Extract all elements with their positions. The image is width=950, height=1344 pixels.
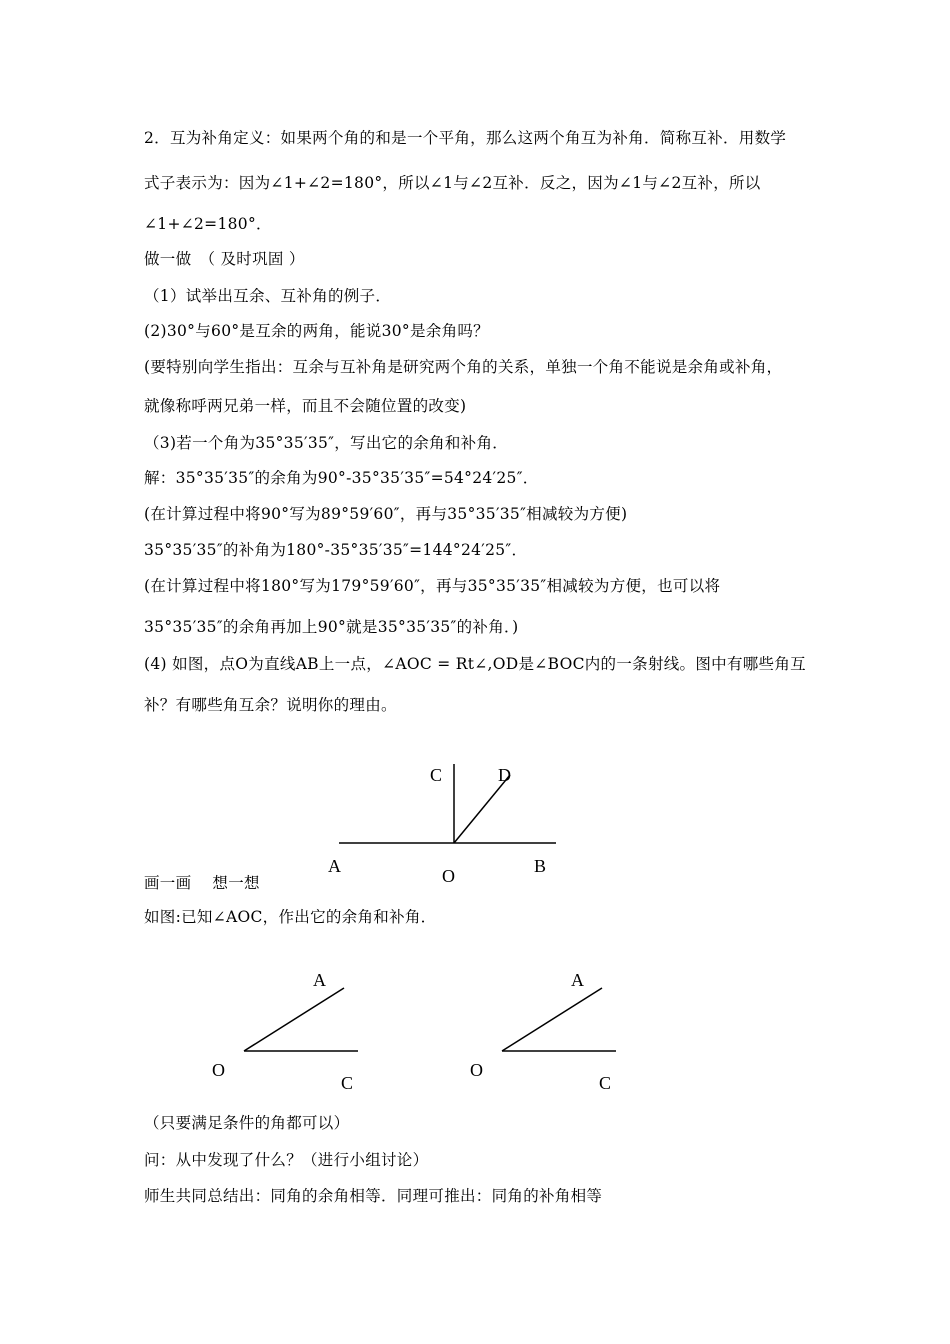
definition-line-2: 式子表示为：因为∠1+∠2=180°，所以∠1与∠2互补．反之，因为∠1与∠2互补，所以 — [144, 174, 761, 192]
label-C: C — [341, 1073, 354, 1093]
solution-complement: 解：35°35′35″的余角为90°-35°35′35″=54°24′25″． — [144, 469, 539, 487]
figure-angle-AOC-left — [244, 988, 358, 1051]
label-A: A — [571, 970, 584, 990]
question-line: 问：从中发现了什么？（进行小组讨论） — [144, 1151, 429, 1169]
label-C: C — [599, 1073, 612, 1093]
section-heading-draw: 画一画 想一想 — [144, 874, 260, 892]
ray-OA-left — [244, 988, 344, 1051]
exercise-4-line-1: (4) 如图，点O为直线AB上一点，∠AOC = Rt∠,OD是∠BOC内的一条射线。图中有哪些角互 — [144, 655, 806, 673]
conclusion-line: 师生共同总结出：同角的余角相等．同理可推出：同角的补角相等 — [144, 1187, 603, 1205]
label-O: O — [470, 1060, 483, 1080]
definition-line-3: ∠1+∠2=180°． — [144, 215, 272, 233]
exercise-4-line-2: 补？有哪些角互余？说明你的理由。 — [144, 696, 397, 714]
label-D: D — [498, 765, 511, 785]
section-heading-practice: 做一做 （ 及时巩固 ） — [144, 250, 305, 268]
exercise-2: (2)30°与60°是互余的两角，能说30°是余角吗？ — [144, 322, 489, 340]
note-complement: (在计算过程中将90°写为89°59′60″，再与35°35′35″相减较为方便) — [144, 505, 628, 523]
note-supplement-line-2: 35°35′35″的余角再加上90°就是35°35′35″的补角．) — [144, 618, 519, 636]
exercise-1: （1）试举出互余、互补角的例子． — [144, 287, 392, 305]
label-O: O — [442, 866, 455, 886]
teacher-note-line-2: 就像称呼两兄弟一样，而且不会随位置的改变) — [144, 397, 467, 415]
figure-straight-line-angles — [339, 764, 556, 843]
label-A: A — [313, 970, 326, 990]
definition-line-1: 2．互为补角定义：如果两个角的和是一个平角，那么这两个角互为补角．简称互补．用数学 — [144, 129, 787, 147]
solution-supplement: 35°35′35″的补角为180°-35°35′35″=144°24′25″． — [144, 541, 528, 559]
condition-note: （只要满足条件的角都可以） — [144, 1114, 350, 1132]
label-O: O — [212, 1060, 225, 1080]
draw-instruction: 如图:已知∠AOC，作出它的余角和补角． — [144, 908, 437, 926]
label-C: C — [430, 765, 443, 785]
exercise-3: （3)若一个角为35°35′35″，写出它的余角和补角． — [144, 434, 509, 452]
ray-OA-right — [502, 988, 602, 1051]
label-A: A — [328, 856, 341, 876]
figure-angle-AOC-right — [502, 988, 616, 1051]
label-B: B — [534, 856, 547, 876]
note-supplement-line-1: (在计算过程中将180°写为179°59′60″，再与35°35′35″相减较为方便，也可以将 — [144, 577, 721, 595]
teacher-note-line-1: (要特别向学生指出：互余与互补角是研究两个角的关系，单独一个角不能说是余角或补角， — [144, 358, 783, 376]
